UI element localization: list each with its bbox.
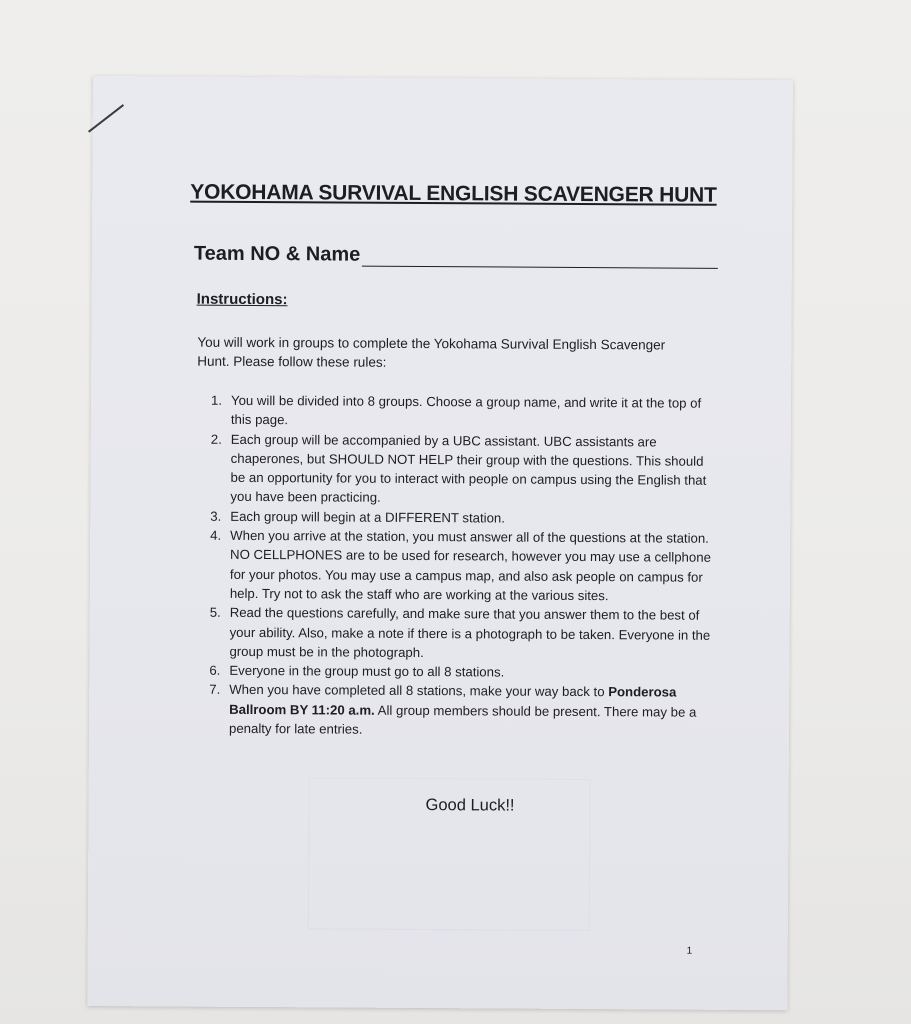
rule-item: 5. Read the questions carefully, and make sure that you answer them to the best of your ability. Also, make a note if there is a photograph to be taken. Everyone in the group must be in the photograph.: [209, 604, 711, 660]
closing-text: Good Luck!!: [425, 796, 515, 815]
meeting-location: Ponderosa Ballroom BY 11:20 a.m.: [229, 684, 677, 718]
rule-item: 6. Everyone in the group must go to all 8 stations.: [209, 662, 505, 680]
rule-item: 3. Each group will begin at a DIFFERENT station.: [210, 508, 505, 526]
instructions-heading: Instructions:: [196, 290, 288, 309]
team-name-blank-line: [362, 246, 718, 269]
team-name-field: [194, 243, 718, 269]
rule-item: 1. You will be divided into 8 groups. Choose a group name, and write it at the top of this page.: [210, 392, 702, 428]
document-title: YOKOHAMA SURVIVAL ENGLISH SCAVENGER HUNT: [190, 180, 717, 207]
team-name-label: Team NO & Name: [193, 242, 361, 266]
page-number: 1: [686, 945, 693, 957]
rules-list: [199, 391, 721, 742]
document-page: [87, 76, 793, 1010]
pen-mark: [88, 104, 124, 132]
intro-paragraph: You will work in groups to complete the Yokohama Survival English Scavenger Hunt. Please follow these rules:: [197, 334, 666, 370]
rule-item: 2. Each group will be accompanied by a UBC assistant. UBC assistants are chaperones, but SHOULD NOT HELP their group with the questions. This should be an opportunity for you to interact with people on campus using the English that you have been practicing.: [210, 431, 707, 506]
rule-item: 4. When you arrive at the station, you must answer all of the questions at the station. NO CELLPHONES are to be used for research, however you may use a cellphone for your photos. You may use a campus map, and also ask people on campus for help. Try not to ask the staff who are working at the various sites.: [210, 527, 711, 604]
rule-item: 7. When you have completed all 8 stations, make your way back to Ponderosa Ballroom BY 11:20 a.m. All group members should be present. There may be a penalty for late entries.: [209, 682, 697, 737]
